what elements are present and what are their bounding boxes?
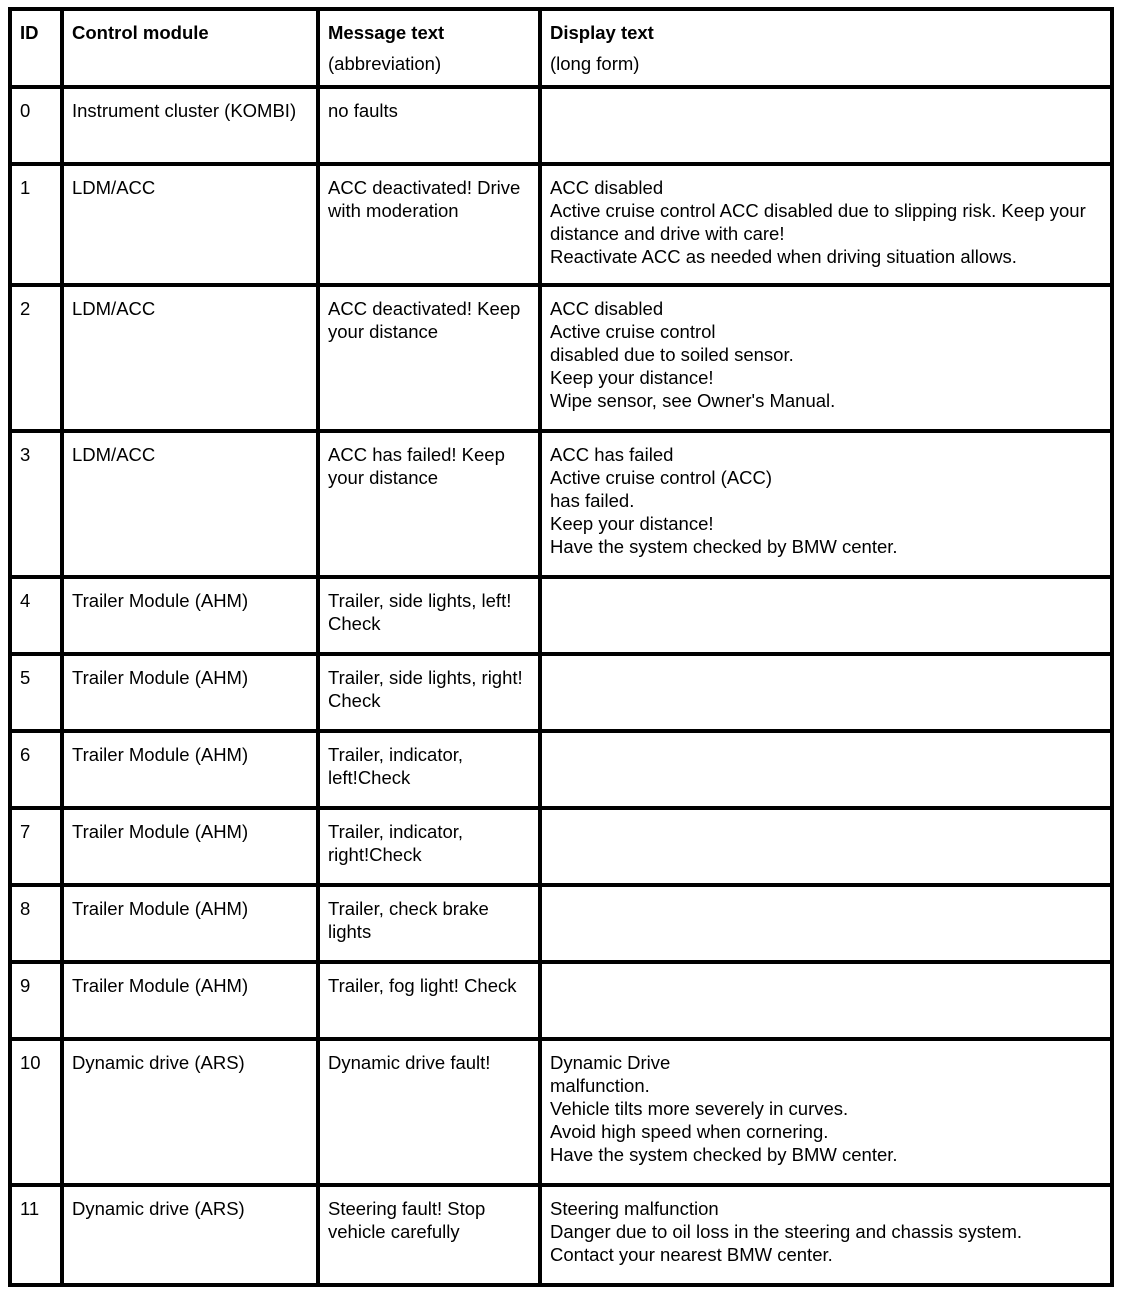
display-text-line: Avoid high speed when cornering. — [550, 1121, 829, 1142]
cell-control-module: Instrument cluster (KOMBI) — [62, 87, 318, 164]
cell-control-module: LDM/ACC — [62, 431, 318, 577]
header-display-text: Display text (long form) — [540, 9, 1112, 87]
cell-id: 2 — [10, 285, 62, 431]
table-row — [10, 1039, 1112, 1185]
display-text-line: Have the system checked by BMW center. — [550, 536, 898, 557]
display-text-line: Active cruise control — [550, 321, 716, 342]
header-display-sub: (long form) — [550, 53, 640, 74]
display-text-line: Dynamic Drive — [550, 1052, 671, 1073]
cell-id: 8 — [10, 885, 62, 962]
cell-message-text: Trailer, indicator, left!Check — [318, 731, 540, 808]
display-text-line: Contact your nearest BMW center. — [550, 1244, 833, 1265]
cell-control-module: Dynamic drive (ARS) — [62, 1039, 318, 1185]
cell-id: 7 — [10, 808, 62, 885]
table-row — [10, 87, 1112, 164]
cell-display-text — [540, 285, 1112, 431]
cell-display-text — [540, 431, 1112, 577]
cell-message-text: Trailer, side lights, left! Check — [318, 577, 540, 654]
cell-display-text — [540, 1185, 1112, 1285]
display-text-line: ACC has failed — [550, 444, 674, 465]
cell-display-text — [540, 731, 1112, 808]
table-row — [10, 164, 1112, 285]
table-row — [10, 885, 1112, 962]
display-text-line: Active cruise control ACC disabled due to slipping risk. Keep your distance and drive with care! — [550, 200, 1086, 244]
display-text-line: has failed. — [550, 490, 635, 511]
cell-display-text — [540, 1039, 1112, 1185]
cell-id: 11 — [10, 1185, 62, 1285]
message-table — [8, 7, 1114, 1287]
header-id: ID — [10, 9, 62, 87]
table-body — [10, 87, 1112, 1285]
cell-message-text: Dynamic drive fault! — [318, 1039, 540, 1185]
display-text-line: Keep your distance! — [550, 513, 714, 534]
cell-id: 0 — [10, 87, 62, 164]
cell-message-text: Trailer, check brake lights — [318, 885, 540, 962]
cell-message-text: ACC deactivated! Drive with moderation — [318, 164, 540, 285]
cell-id: 4 — [10, 577, 62, 654]
cell-message-text: no faults — [318, 87, 540, 164]
display-text-line: Danger due to oil loss in the steering and chassis system. — [550, 1221, 1022, 1242]
header-message-text: Message text (abbreviation) — [318, 9, 540, 87]
cell-display-text — [540, 885, 1112, 962]
table-row — [10, 654, 1112, 731]
table-row — [10, 577, 1112, 654]
cell-id: 10 — [10, 1039, 62, 1185]
header-row — [10, 9, 1112, 87]
cell-id: 5 — [10, 654, 62, 731]
cell-display-text — [540, 654, 1112, 731]
cell-message-text: Trailer, fog light! Check — [318, 962, 540, 1039]
header-control-module: Control module — [62, 9, 318, 87]
table-row — [10, 1185, 1112, 1285]
display-text-line: Active cruise control (ACC) — [550, 467, 773, 488]
cell-message-text: Trailer, indicator, right!Check — [318, 808, 540, 885]
cell-id: 9 — [10, 962, 62, 1039]
cell-control-module: Trailer Module (AHM) — [62, 731, 318, 808]
cell-id: 6 — [10, 731, 62, 808]
display-text-line: Steering malfunction — [550, 1198, 719, 1219]
display-text-line: Vehicle tilts more severely in curves. — [550, 1098, 849, 1119]
display-text-line: disabled due to soiled sensor. — [550, 344, 794, 365]
cell-id: 1 — [10, 164, 62, 285]
cell-display-text — [540, 164, 1112, 285]
display-text-line: malfunction. — [550, 1075, 650, 1096]
cell-message-text: ACC has failed! Keep your distance — [318, 431, 540, 577]
table-row — [10, 962, 1112, 1039]
cell-id: 3 — [10, 431, 62, 577]
header-message-sub: (abbreviation) — [328, 53, 442, 74]
display-text-line: Have the system checked by BMW center. — [550, 1144, 898, 1165]
cell-control-module: Dynamic drive (ARS) — [62, 1185, 318, 1285]
cell-control-module: Trailer Module (AHM) — [62, 577, 318, 654]
cell-display-text — [540, 577, 1112, 654]
cell-display-text — [540, 962, 1112, 1039]
cell-display-text — [540, 87, 1112, 164]
table-row — [10, 808, 1112, 885]
cell-control-module: LDM/ACC — [62, 285, 318, 431]
display-text-line: Wipe sensor, see Owner's Manual. — [550, 390, 836, 411]
cell-message-text: ACC deactivated! Keep your distance — [318, 285, 540, 431]
table-row — [10, 285, 1112, 431]
cell-message-text: Steering fault! Stop vehicle carefully — [318, 1185, 540, 1285]
display-text-line: ACC disabled — [550, 298, 664, 319]
cell-message-text: Trailer, side lights, right! Check — [318, 654, 540, 731]
cell-display-text — [540, 808, 1112, 885]
display-text-line: Reactivate ACC as needed when driving situation allows. — [550, 246, 1017, 267]
cell-control-module: Trailer Module (AHM) — [62, 885, 318, 962]
display-text-line: Keep your distance! — [550, 367, 714, 388]
cell-control-module: Trailer Module (AHM) — [62, 654, 318, 731]
table-row — [10, 731, 1112, 808]
cell-control-module: Trailer Module (AHM) — [62, 808, 318, 885]
display-text-line: ACC disabled — [550, 177, 664, 198]
cell-control-module: LDM/ACC — [62, 164, 318, 285]
cell-control-module: Trailer Module (AHM) — [62, 962, 318, 1039]
table-row — [10, 431, 1112, 577]
